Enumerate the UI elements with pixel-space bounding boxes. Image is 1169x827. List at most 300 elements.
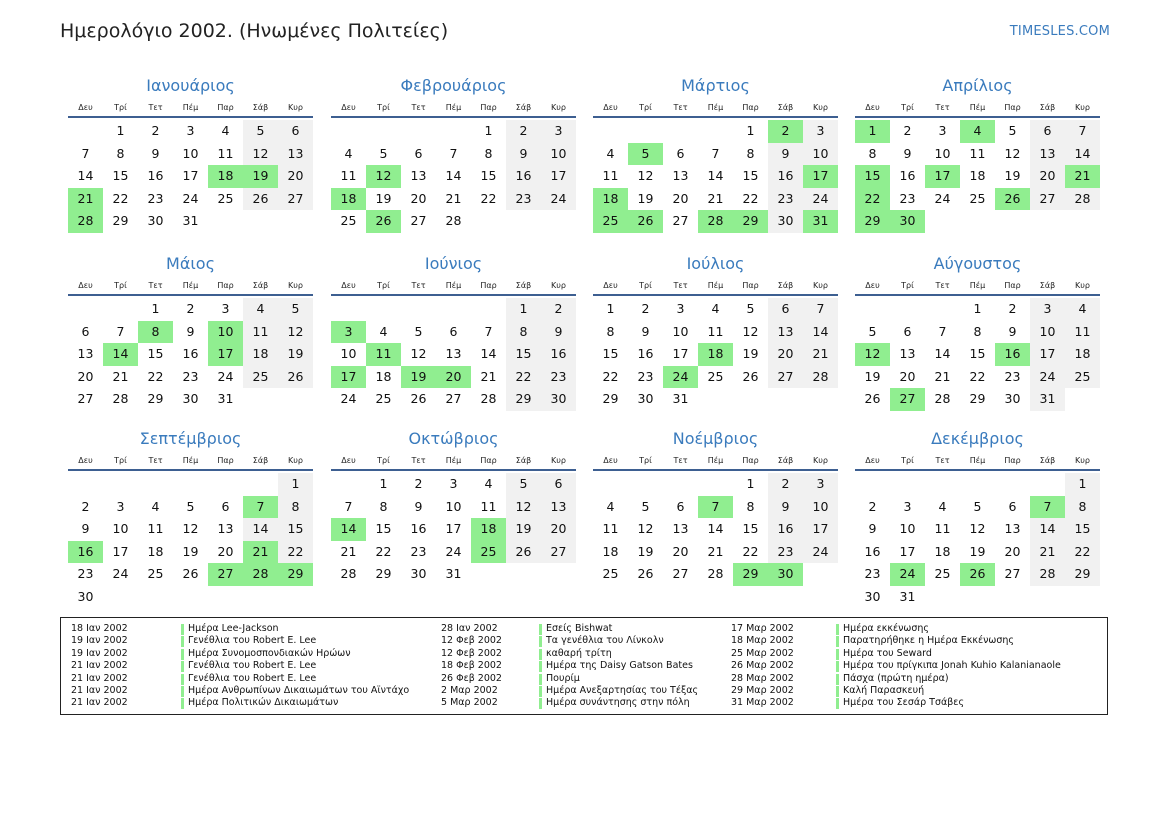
weekday-header (593, 452, 838, 471)
day-cell: 6 (221, 498, 230, 514)
month-name: Σεπτέμβριος (139, 429, 242, 448)
weekday-label: Δευ (865, 456, 880, 465)
holiday-day-cell: 7 (1030, 496, 1065, 519)
day-cell: 2 (641, 301, 650, 316)
holiday-row (441, 697, 741, 709)
empty-day-cell (401, 298, 436, 321)
holiday-column (441, 623, 741, 710)
empty-day-cell (698, 120, 733, 143)
day-cell: 25 (707, 368, 724, 384)
day-grid (593, 298, 838, 411)
day-cell: 4 (243, 298, 278, 321)
day-cell: 11 (1065, 321, 1100, 344)
weekday-header (68, 452, 313, 471)
holiday-day-cell: 30 (890, 210, 925, 233)
month-block (593, 74, 838, 233)
day-cell: 22 (742, 190, 759, 206)
empty-day-cell (995, 473, 1030, 496)
day-cell: 6 (449, 323, 458, 339)
day-cell: 9 (868, 521, 877, 536)
holiday-name: Γενέθλια του Robert E. Lee (188, 672, 317, 684)
day-cell: 28 (112, 391, 129, 406)
day-cell: 9 (1008, 323, 1017, 339)
month-name: Ιούλιος (686, 254, 745, 273)
day-cell: 28 (480, 391, 497, 406)
day-cell: 27 (672, 213, 689, 228)
day-cell: 12 (969, 521, 986, 536)
day-cell: 22 (112, 190, 129, 206)
day-cell: 15 (969, 346, 986, 361)
day-cell: 11 (934, 521, 951, 536)
day-cell: 16 (506, 165, 541, 188)
weekday-label: Δευ (341, 456, 356, 465)
holiday-day-cell: 1 (855, 120, 890, 143)
day-cell: 28 (1030, 563, 1065, 586)
weekday-header (855, 99, 1100, 118)
weekday-label: Τρί (377, 103, 390, 112)
day-cell: 23 (506, 188, 541, 211)
weekday-label: Δευ (341, 281, 356, 290)
day-cell: 1 (278, 473, 313, 496)
month-name: Αύγουστος (933, 254, 1022, 273)
empty-day-cell (103, 298, 138, 321)
day-cell: 29 (602, 391, 619, 406)
weekday-label: Παρ (1004, 103, 1021, 112)
empty-day-cell (138, 473, 173, 496)
holiday-day-cell: 31 (803, 210, 838, 233)
day-cell: 2 (506, 120, 541, 143)
day-cell: 15 (742, 521, 759, 536)
weekday-label: Σάβ (252, 281, 269, 290)
holiday-column (71, 623, 410, 710)
day-cell: 9 (414, 498, 423, 514)
day-cell: 29 (506, 388, 541, 411)
holiday-column (731, 623, 1101, 710)
holiday-row (731, 685, 1101, 697)
holiday-name: Τα γενέθλια του Λίνκολν (546, 635, 664, 647)
brand-link[interactable]: TIMESLES.COM (1009, 24, 1110, 39)
day-cell: 22 (602, 368, 619, 384)
holiday-day-cell: 18 (331, 188, 366, 211)
holiday-name: καθαρή τρίτη (546, 647, 612, 659)
holiday-name: Ημέρα Ανθρωπίνων Δικαιωμάτων του Αϊντάχο (188, 684, 410, 696)
day-cell: 2 (541, 298, 576, 321)
day-cell: 27 (1004, 566, 1021, 581)
day-cell: 9 (641, 323, 650, 339)
day-cell: 6 (278, 120, 313, 143)
weekday-label: Τρί (114, 281, 127, 290)
day-cell: 10 (934, 145, 951, 161)
day-cell: 15 (278, 518, 313, 541)
holiday-name: Καλή Παρασκευή (843, 684, 925, 696)
holiday-marker (539, 649, 542, 660)
day-cell: 14 (1065, 143, 1100, 166)
day-cell: 30 (182, 391, 199, 406)
day-cell: 6 (676, 498, 685, 514)
holiday-day-cell: 24 (663, 366, 698, 389)
day-cell: 5 (414, 323, 423, 339)
day-cell: 4 (484, 476, 493, 491)
holiday-row (441, 685, 741, 697)
weekday-header (331, 99, 576, 118)
weekday-label: Σάβ (777, 456, 794, 465)
day-cell: 27 (768, 366, 803, 389)
day-cell: 27 (410, 213, 427, 228)
holiday-date: 18 Μαρ 2002 (731, 635, 794, 647)
day-cell: 21 (445, 190, 462, 206)
weekday-label: Τρί (377, 281, 390, 290)
day-grid (593, 120, 838, 233)
holiday-row (731, 648, 1101, 660)
day-cell: 5 (186, 498, 195, 514)
day-cell: 4 (938, 498, 947, 514)
holiday-date: 21 Ιαν 2002 (71, 660, 128, 672)
day-cell: 3 (221, 301, 230, 316)
month-name: Ιανουάριος (146, 76, 235, 95)
day-cell: 14 (803, 321, 838, 344)
day-cell: 11 (969, 145, 986, 161)
day-cell: 5 (641, 498, 650, 514)
empty-day-cell (68, 298, 103, 321)
day-cell: 12 (410, 346, 427, 361)
day-cell: 25 (969, 190, 986, 206)
weekday-label: Τρί (639, 103, 652, 112)
empty-day-cell (243, 473, 278, 496)
month-block (331, 74, 576, 233)
weekday-header (593, 277, 838, 296)
day-cell: 2 (768, 473, 803, 496)
day-cell: 19 (182, 543, 199, 559)
weekday-label: Κυρ (551, 456, 566, 465)
day-cell: 18 (969, 168, 986, 183)
day-cell: 18 (934, 543, 951, 559)
day-cell: 13 (1004, 521, 1021, 536)
day-cell: 14 (1030, 518, 1065, 541)
day-cell: 25 (934, 566, 951, 581)
holiday-date: 26 Φεβ 2002 (441, 672, 502, 684)
day-cell: 8 (606, 323, 615, 339)
weekday-label: Κυρ (551, 103, 566, 112)
day-cell: 14 (707, 168, 724, 183)
day-cell: 15 (112, 168, 129, 183)
day-cell: 21 (707, 543, 724, 559)
weekday-header (331, 277, 576, 296)
month-block (855, 252, 1100, 411)
month-block (68, 74, 313, 233)
weekday-label: Πέμ (182, 281, 199, 290)
holiday-marker (181, 674, 184, 685)
day-cell: 14 (707, 521, 724, 536)
day-cell: 21 (707, 190, 724, 206)
weekday-label: Παρ (742, 281, 759, 290)
day-cell: 24 (445, 543, 462, 559)
day-cell: 31 (445, 566, 462, 581)
month-name: Μάιος (166, 254, 215, 273)
holiday-day-cell: 18 (471, 518, 506, 541)
day-cell: 30 (768, 210, 803, 233)
weekday-label: Δευ (603, 103, 618, 112)
day-cell: 17 (672, 346, 689, 361)
holiday-day-cell: 2 (768, 120, 803, 143)
day-cell: 9 (151, 145, 160, 161)
day-cell: 14 (243, 518, 278, 541)
day-cell: 5 (746, 301, 755, 316)
holiday-day-cell: 17 (803, 165, 838, 188)
day-cell: 30 (147, 213, 164, 228)
day-cell: 9 (186, 323, 195, 339)
day-cell: 11 (243, 321, 278, 344)
day-cell: 9 (903, 145, 912, 161)
month-name: Δεκέμβριος (931, 429, 1024, 448)
holiday-date: 5 Μαρ 2002 (441, 697, 498, 709)
weekday-label: Δευ (78, 103, 93, 112)
day-cell: 7 (938, 323, 947, 339)
day-cell: 23 (637, 368, 654, 384)
empty-day-cell (890, 473, 925, 496)
holiday-date: 26 Μαρ 2002 (731, 660, 794, 672)
day-cell: 25 (602, 566, 619, 581)
day-cell: 21 (480, 368, 497, 384)
holiday-list (60, 617, 1108, 715)
holiday-day-cell: 26 (628, 210, 663, 233)
weekday-label: Πέμ (707, 103, 724, 112)
weekday-label: Δευ (78, 456, 93, 465)
empty-day-cell (663, 473, 698, 496)
day-cell: 20 (672, 190, 689, 206)
empty-day-cell (401, 120, 436, 143)
day-cell: 11 (602, 521, 619, 536)
weekday-label: Πέμ (445, 456, 462, 465)
holiday-day-cell: 15 (855, 165, 890, 188)
day-cell: 8 (484, 145, 493, 161)
holiday-date: 31 Μαρ 2002 (731, 697, 794, 709)
day-cell: 20 (768, 343, 803, 366)
day-cell: 23 (410, 543, 427, 559)
holiday-day-cell: 22 (855, 188, 890, 211)
day-cell: 9 (768, 143, 803, 166)
holiday-marker (181, 624, 184, 635)
day-cell: 5 (1008, 123, 1017, 138)
day-cell: 22 (278, 541, 313, 564)
day-cell: 7 (81, 145, 90, 161)
empty-day-cell (628, 120, 663, 143)
day-cell: 5 (868, 323, 877, 339)
day-cell: 12 (637, 521, 654, 536)
holiday-name: Εσείς Bishwat (546, 623, 613, 634)
empty-day-cell (960, 473, 995, 496)
day-cell: 29 (147, 391, 164, 406)
weekday-label: Πέμ (707, 281, 724, 290)
day-cell: 13 (410, 168, 427, 183)
holiday-name: Ημέρα του Seward (843, 647, 932, 659)
day-cell: 13 (541, 496, 576, 519)
weekday-label: Τετ (935, 281, 950, 290)
day-cell: 9 (81, 521, 90, 536)
day-cell: 26 (742, 368, 759, 384)
day-cell: 21 (934, 368, 951, 384)
day-cell: 12 (182, 521, 199, 536)
holiday-name: Ημέρα Πολιτικών Δικαιωμάτων (188, 697, 339, 709)
day-cell: 1 (606, 301, 615, 316)
weekday-label: Δευ (865, 103, 880, 112)
weekday-label: Παρ (1004, 281, 1021, 290)
day-cell: 24 (803, 188, 838, 211)
day-cell: 8 (506, 321, 541, 344)
holiday-day-cell: 18 (698, 343, 733, 366)
month-name: Ιούνιος (424, 254, 483, 273)
day-cell: 15 (147, 346, 164, 361)
day-cell: 24 (541, 188, 576, 211)
holiday-marker (539, 624, 542, 635)
day-cell: 27 (672, 566, 689, 581)
day-cell: 26 (410, 391, 427, 406)
holiday-day-cell: 14 (331, 518, 366, 541)
holiday-day-cell: 19 (401, 366, 436, 389)
day-cell: 17 (541, 165, 576, 188)
day-cell: 28 (934, 391, 951, 406)
holiday-row (71, 684, 410, 697)
weekday-label: Τετ (411, 281, 426, 290)
day-cell: 15 (602, 346, 619, 361)
weekday-label: Τετ (148, 281, 163, 290)
empty-day-cell (331, 120, 366, 143)
holiday-day-cell: 12 (855, 343, 890, 366)
day-cell: 10 (803, 496, 838, 519)
month-block (855, 74, 1100, 233)
day-cell: 26 (182, 566, 199, 581)
empty-day-cell (173, 473, 208, 496)
day-cell: 29 (375, 566, 392, 581)
day-cell: 4 (1065, 298, 1100, 321)
day-cell: 12 (278, 321, 313, 344)
day-cell: 30 (77, 588, 94, 604)
month-block (68, 427, 313, 608)
holiday-marker (539, 686, 542, 697)
weekday-label: Πέμ (969, 103, 986, 112)
day-cell: 2 (414, 476, 423, 491)
day-cell: 27 (1030, 188, 1065, 211)
day-cell: 22 (506, 366, 541, 389)
day-cell: 24 (340, 391, 357, 406)
day-cell: 14 (77, 168, 94, 183)
day-cell: 13 (1030, 143, 1065, 166)
holiday-day-cell: 29 (278, 563, 313, 586)
holiday-marker (181, 698, 184, 709)
holiday-day-cell: 12 (366, 165, 401, 188)
month-block (331, 427, 576, 586)
empty-day-cell (890, 298, 925, 321)
holiday-row (441, 648, 741, 660)
weekday-label: Κυρ (288, 103, 303, 112)
holiday-date: 25 Μαρ 2002 (731, 647, 794, 659)
day-cell: 11 (340, 168, 357, 183)
day-cell: 29 (1065, 563, 1100, 586)
holiday-date: 21 Ιαν 2002 (71, 697, 128, 709)
day-cell: 11 (602, 168, 619, 183)
empty-day-cell (855, 473, 890, 496)
day-cell: 27 (541, 541, 576, 564)
day-cell: 21 (1030, 541, 1065, 564)
day-cell: 18 (602, 543, 619, 559)
empty-day-cell (68, 473, 103, 496)
holiday-row (71, 648, 371, 660)
day-cell: 20 (899, 368, 916, 384)
holiday-marker (181, 636, 184, 647)
day-cell: 16 (637, 346, 654, 361)
holiday-row (731, 623, 1101, 635)
day-cell: 31 (672, 391, 689, 406)
day-cell: 3 (186, 123, 195, 138)
holiday-day-cell: 26 (366, 210, 401, 233)
day-cell: 27 (278, 188, 313, 211)
weekday-label: Παρ (217, 281, 234, 290)
holiday-name: Ημέρα Lee-Jackson (188, 623, 279, 634)
day-cell: 8 (973, 323, 982, 339)
day-cell: 30 (637, 391, 654, 406)
day-grid (855, 298, 1100, 411)
day-cell: 30 (410, 566, 427, 581)
holiday-marker (181, 661, 184, 672)
day-cell: 7 (484, 323, 493, 339)
day-cell: 19 (742, 346, 759, 361)
weekday-label: Τετ (411, 103, 426, 112)
month-block (331, 252, 576, 411)
day-cell: 12 (742, 323, 759, 339)
empty-day-cell (103, 473, 138, 496)
holiday-name: Γενέθλια του Robert E. Lee (188, 635, 317, 647)
holiday-day-cell: 17 (925, 165, 960, 188)
day-cell: 3 (1030, 298, 1065, 321)
day-cell: 11 (707, 323, 724, 339)
day-cell: 16 (864, 543, 881, 559)
day-cell: 7 (449, 145, 458, 161)
day-cell: 19 (1004, 168, 1021, 183)
empty-day-cell (366, 298, 401, 321)
day-grid (68, 473, 313, 608)
day-cell: 13 (768, 321, 803, 344)
empty-day-cell (698, 473, 733, 496)
weekday-label: Δευ (603, 456, 618, 465)
holiday-day-cell: 18 (593, 188, 628, 211)
day-cell: 12 (637, 168, 654, 183)
holiday-row (71, 623, 371, 635)
holiday-marker (181, 686, 184, 697)
day-cell: 28 (1065, 188, 1100, 211)
weekday-label: Τρί (901, 103, 914, 112)
day-cell: 19 (375, 190, 392, 206)
holiday-name: Ημέρα της Daisy Gatson Bates (546, 660, 693, 672)
day-cell: 1 (484, 123, 493, 138)
holiday-day-cell: 21 (243, 541, 278, 564)
day-cell: 8 (278, 496, 313, 519)
day-cell: 6 (676, 145, 685, 161)
empty-day-cell (925, 473, 960, 496)
day-cell: 4 (606, 498, 615, 514)
empty-day-cell (628, 473, 663, 496)
day-cell: 21 (803, 343, 838, 366)
day-cell: 1 (973, 301, 982, 316)
day-cell: 5 (243, 120, 278, 143)
day-cell: 30 (864, 588, 881, 604)
day-cell: 15 (1065, 518, 1100, 541)
holiday-marker (836, 698, 839, 709)
day-cell: 5 (506, 473, 541, 496)
day-cell: 13 (672, 521, 689, 536)
weekday-label: Σάβ (777, 103, 794, 112)
weekday-label: Τετ (148, 103, 163, 112)
day-cell: 19 (864, 368, 881, 384)
weekday-header (331, 452, 576, 471)
